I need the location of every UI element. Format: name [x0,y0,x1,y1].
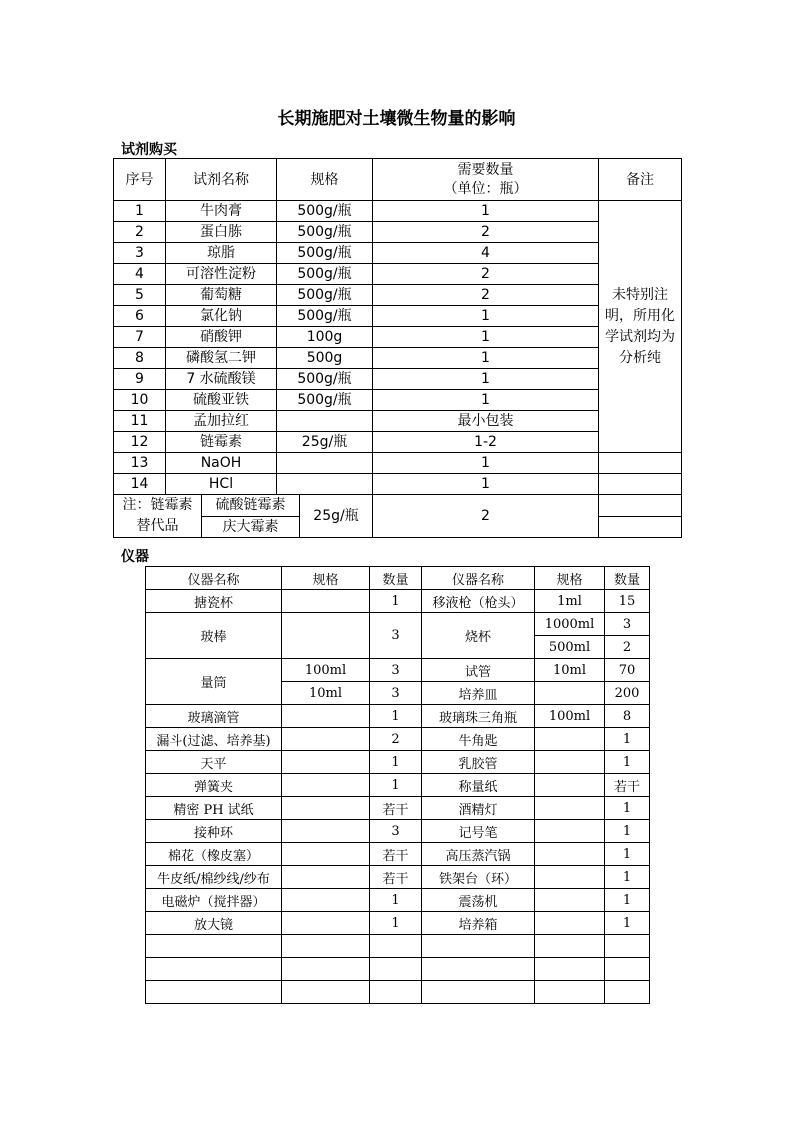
reagents-table [113,158,682,538]
reagent-spec: 500g/瓶 [277,243,373,264]
reagent-spec: 100g [277,327,373,348]
reagent-spec: 500g [277,348,373,369]
reagent-no: 1 [114,201,166,222]
instrument-name: 牛皮纸/棉纱线/纱布 [146,866,282,889]
reagent-name: 磷酸氢二钾 [166,348,277,369]
header-qty [373,159,599,201]
table-row [114,264,682,285]
instrument-name: 称量纸 [422,774,535,797]
empty-cell [282,958,370,981]
instrument-spec: 1000ml [535,613,605,636]
header-qty-1: 数量 [370,567,422,590]
reagent-no: 13 [114,453,166,474]
instrument-qty: 1 [605,843,650,866]
reagent-no: 2 [114,222,166,243]
empty-cell [605,958,650,981]
instrument-spec: 500ml [535,636,605,659]
instrument-qty: 1 [370,774,422,797]
instrument-qty: 1 [605,889,650,912]
header-name-2: 仪器名称 [422,567,535,590]
reagent-spec: 500g/瓶 [277,390,373,411]
empty-note [599,495,682,517]
table-row [114,390,682,411]
instrument-spec [282,866,370,889]
empty-cell [535,935,605,958]
instrument-name: 高压蒸汽锅 [422,843,535,866]
reagent-name: NaOH [166,453,277,474]
instrument-qty: 若干 [370,866,422,889]
empty-cell [605,935,650,958]
instrument-name: 铁架台（环） [422,866,535,889]
instrument-name: 精密 PH 试纸 [146,797,282,820]
header-spec-2: 规格 [535,567,605,590]
instrument-qty: 1 [370,889,422,912]
instrument-spec: 100ml [535,705,605,728]
table-row [146,889,650,912]
instrument-name: 震荡机 [422,889,535,912]
table-row [146,797,650,820]
reagent-qty: 1 [373,390,599,411]
instrument-spec [535,774,605,797]
reagent-name: 硝酸钾 [166,327,277,348]
header-note: 备注 [599,159,682,201]
instrument-spec [535,797,605,820]
instrument-qty: 3 [370,613,422,659]
table-row [146,659,650,682]
substitute-item: 硫酸链霉素 [202,495,300,517]
empty-note [599,516,682,538]
substitute-label-line2: 替代品 [136,518,179,534]
instrument-name: 酒精灯 [422,797,535,820]
instrument-qty: 若干 [370,843,422,866]
instrument-name: 电磁炉（搅拌器） [146,889,282,912]
instrument-spec [282,590,370,613]
instrument-spec [282,774,370,797]
empty-cell [535,958,605,981]
table-row [114,327,682,348]
reagent-spec: 500g/瓶 [277,264,373,285]
reagent-spec [277,474,373,495]
reagent-no: 12 [114,432,166,453]
reagent-qty: 1 [373,306,599,327]
reagent-spec: 25g/瓶 [277,432,373,453]
instrument-spec [282,797,370,820]
instrument-name: 烧杯 [422,613,535,659]
empty-cell [370,935,422,958]
reagent-no: 11 [114,411,166,432]
reagent-qty: 1 [373,369,599,390]
instrument-spec: 100ml [282,659,370,682]
header-no: 序号 [114,159,166,201]
reagent-no: 10 [114,390,166,411]
empty-row [146,981,650,1004]
header-spec-1: 规格 [282,567,370,590]
instrument-spec [535,866,605,889]
page-title: 长期施肥对土壤微生物量的影响 [277,109,516,129]
reagent-no: 7 [114,327,166,348]
reagent-qty: 2 [373,285,599,306]
instrument-name: 移液枪（枪头） [422,590,535,613]
instrument-spec [535,682,605,705]
header-name: 试剂名称 [166,159,277,201]
instrument-qty: 若干 [370,797,422,820]
table-row [146,866,650,889]
empty-cell [146,935,282,958]
reagent-name: 葡萄糖 [166,285,277,306]
reagent-no: 8 [114,348,166,369]
reagent-no: 4 [114,264,166,285]
reagent-qty: 1 [373,453,599,474]
reagent-qty: 1 [373,327,599,348]
reagent-spec: 500g/瓶 [277,306,373,327]
reagent-qty: 1 [373,474,599,495]
reagent-qty: 最小包装 [373,411,599,432]
instrument-qty: 若干 [605,774,650,797]
instrument-qty: 1 [605,797,650,820]
merged-note: 未特别注明，所用化学试剂均为分析纯 [599,201,682,453]
instrument-qty: 2 [370,728,422,751]
instrument-spec [535,889,605,912]
instrument-name: 玻璃滴管 [146,705,282,728]
instrument-qty: 1 [370,705,422,728]
instrument-qty: 1 [370,590,422,613]
table-row [114,411,682,432]
reagent-qty: 2 [373,264,599,285]
reagent-qty: 1 [373,348,599,369]
reagent-spec: 500g/瓶 [277,222,373,243]
instrument-qty: 3 [370,820,422,843]
instrument-spec: 10ml [535,659,605,682]
empty-note [599,474,682,495]
reagent-no: 5 [114,285,166,306]
instrument-name: 弹簧夹 [146,774,282,797]
instrument-name: 培养箱 [422,912,535,935]
reagent-spec [277,411,373,432]
reagent-spec: 500g/瓶 [277,201,373,222]
table-row [114,285,682,306]
substitute-spec: 25g/瓶 [300,495,373,538]
table-row [146,751,650,774]
instrument-spec [282,751,370,774]
instrument-qty: 1 [370,751,422,774]
instrument-qty: 2 [605,636,650,659]
instrument-qty: 1 [605,751,650,774]
table-row [114,306,682,327]
instrument-spec [535,912,605,935]
instrument-spec [282,613,370,659]
reagent-name: 7 水硫酸镁 [166,369,277,390]
reagent-name: 链霉素 [166,432,277,453]
instrument-qty: 70 [605,659,650,682]
empty-row [146,958,650,981]
reagent-spec: 500g/瓶 [277,285,373,306]
table-row [114,222,682,243]
table-row [146,613,650,636]
instrument-name: 放大镜 [146,912,282,935]
reagent-qty: 1 [373,201,599,222]
instrument-spec [282,820,370,843]
table-row [114,348,682,369]
table-row [146,843,650,866]
table-row [146,912,650,935]
instruments-header-row [146,567,650,590]
header-qty-line1: 需要数量 [457,161,514,178]
table-row [146,705,650,728]
substitute-row [114,495,682,517]
substitute-item: 庆大霉素 [202,516,300,538]
reagent-no: 9 [114,369,166,390]
instrument-spec [535,820,605,843]
reagent-name: HCl [166,474,277,495]
reagent-spec: 500g/瓶 [277,369,373,390]
reagent-spec [277,453,373,474]
table-row [114,474,682,495]
header-qty-2: 数量 [605,567,650,590]
instrument-spec [282,728,370,751]
substitute-qty: 2 [373,495,599,538]
table-row [146,590,650,613]
header-qty-line2: （单位：瓶） [443,180,528,197]
empty-cell [422,958,535,981]
empty-cell [535,981,605,1004]
instrument-qty: 1 [605,728,650,751]
reagent-qty: 4 [373,243,599,264]
instrument-name: 漏斗(过滤、培养基) [146,728,282,751]
table-row [114,432,682,453]
instrument-spec [282,889,370,912]
empty-cell [282,935,370,958]
empty-cell [422,981,535,1004]
instrument-name: 棉花（橡皮塞） [146,843,282,866]
table-row [114,453,682,474]
reagent-no: 14 [114,474,166,495]
table-row [146,728,650,751]
reagent-name: 氯化钠 [166,306,277,327]
instrument-spec [282,705,370,728]
instrument-name: 量筒 [146,659,282,705]
instrument-name: 培养皿 [422,682,535,705]
empty-cell [146,981,282,1004]
empty-cell [422,935,535,958]
reagent-name: 琼脂 [166,243,277,264]
instrument-qty: 3 [605,613,650,636]
instrument-qty: 1 [605,912,650,935]
header-spec: 规格 [277,159,373,201]
instrument-qty: 3 [370,659,422,682]
empty-cell [605,981,650,1004]
reagent-name: 硫酸亚铁 [166,390,277,411]
reagent-qty: 2 [373,222,599,243]
table-row [114,243,682,264]
table-row [146,774,650,797]
instrument-qty: 8 [605,705,650,728]
instruments-table [145,566,650,1004]
reagent-no: 6 [114,306,166,327]
empty-note [599,453,682,474]
instrument-qty: 200 [605,682,650,705]
reagent-name: 可溶性淀粉 [166,264,277,285]
instrument-qty: 15 [605,590,650,613]
empty-cell [370,981,422,1004]
instrument-name: 搪瓷杯 [146,590,282,613]
instrument-name: 牛角匙 [422,728,535,751]
header-name-1: 仪器名称 [146,567,282,590]
empty-cell [146,958,282,981]
instrument-spec: 10ml [282,682,370,705]
instrument-spec [282,912,370,935]
instrument-spec [535,751,605,774]
reagents-section-label: 试剂购买 [121,142,177,158]
instrument-spec: 1ml [535,590,605,613]
substitute-label [114,495,202,538]
table-row [114,369,682,390]
instrument-name: 记号笔 [422,820,535,843]
empty-row [146,935,650,958]
instrument-spec [282,843,370,866]
instrument-qty: 1 [605,866,650,889]
reagent-name: 蛋白胨 [166,222,277,243]
instrument-name: 玻棒 [146,613,282,659]
table-row [114,201,682,222]
empty-cell [370,958,422,981]
reagent-qty: 1-2 [373,432,599,453]
substitute-label-line1: 注：链霉素 [122,497,193,513]
instrument-name: 接种环 [146,820,282,843]
instrument-qty: 3 [370,682,422,705]
instrument-name: 试管 [422,659,535,682]
instrument-name: 天平 [146,751,282,774]
instrument-spec [535,728,605,751]
instruments-section-label: 仪器 [121,549,149,565]
empty-cell [282,981,370,1004]
instrument-spec [535,843,605,866]
instrument-name: 玻璃珠三角瓶 [422,705,535,728]
table-row [146,820,650,843]
instrument-qty: 1 [370,912,422,935]
reagent-name: 牛肉膏 [166,201,277,222]
instrument-qty: 1 [605,820,650,843]
reagent-name: 孟加拉红 [166,411,277,432]
reagent-no: 3 [114,243,166,264]
reagents-header-row [114,159,682,201]
instrument-name: 乳胶管 [422,751,535,774]
